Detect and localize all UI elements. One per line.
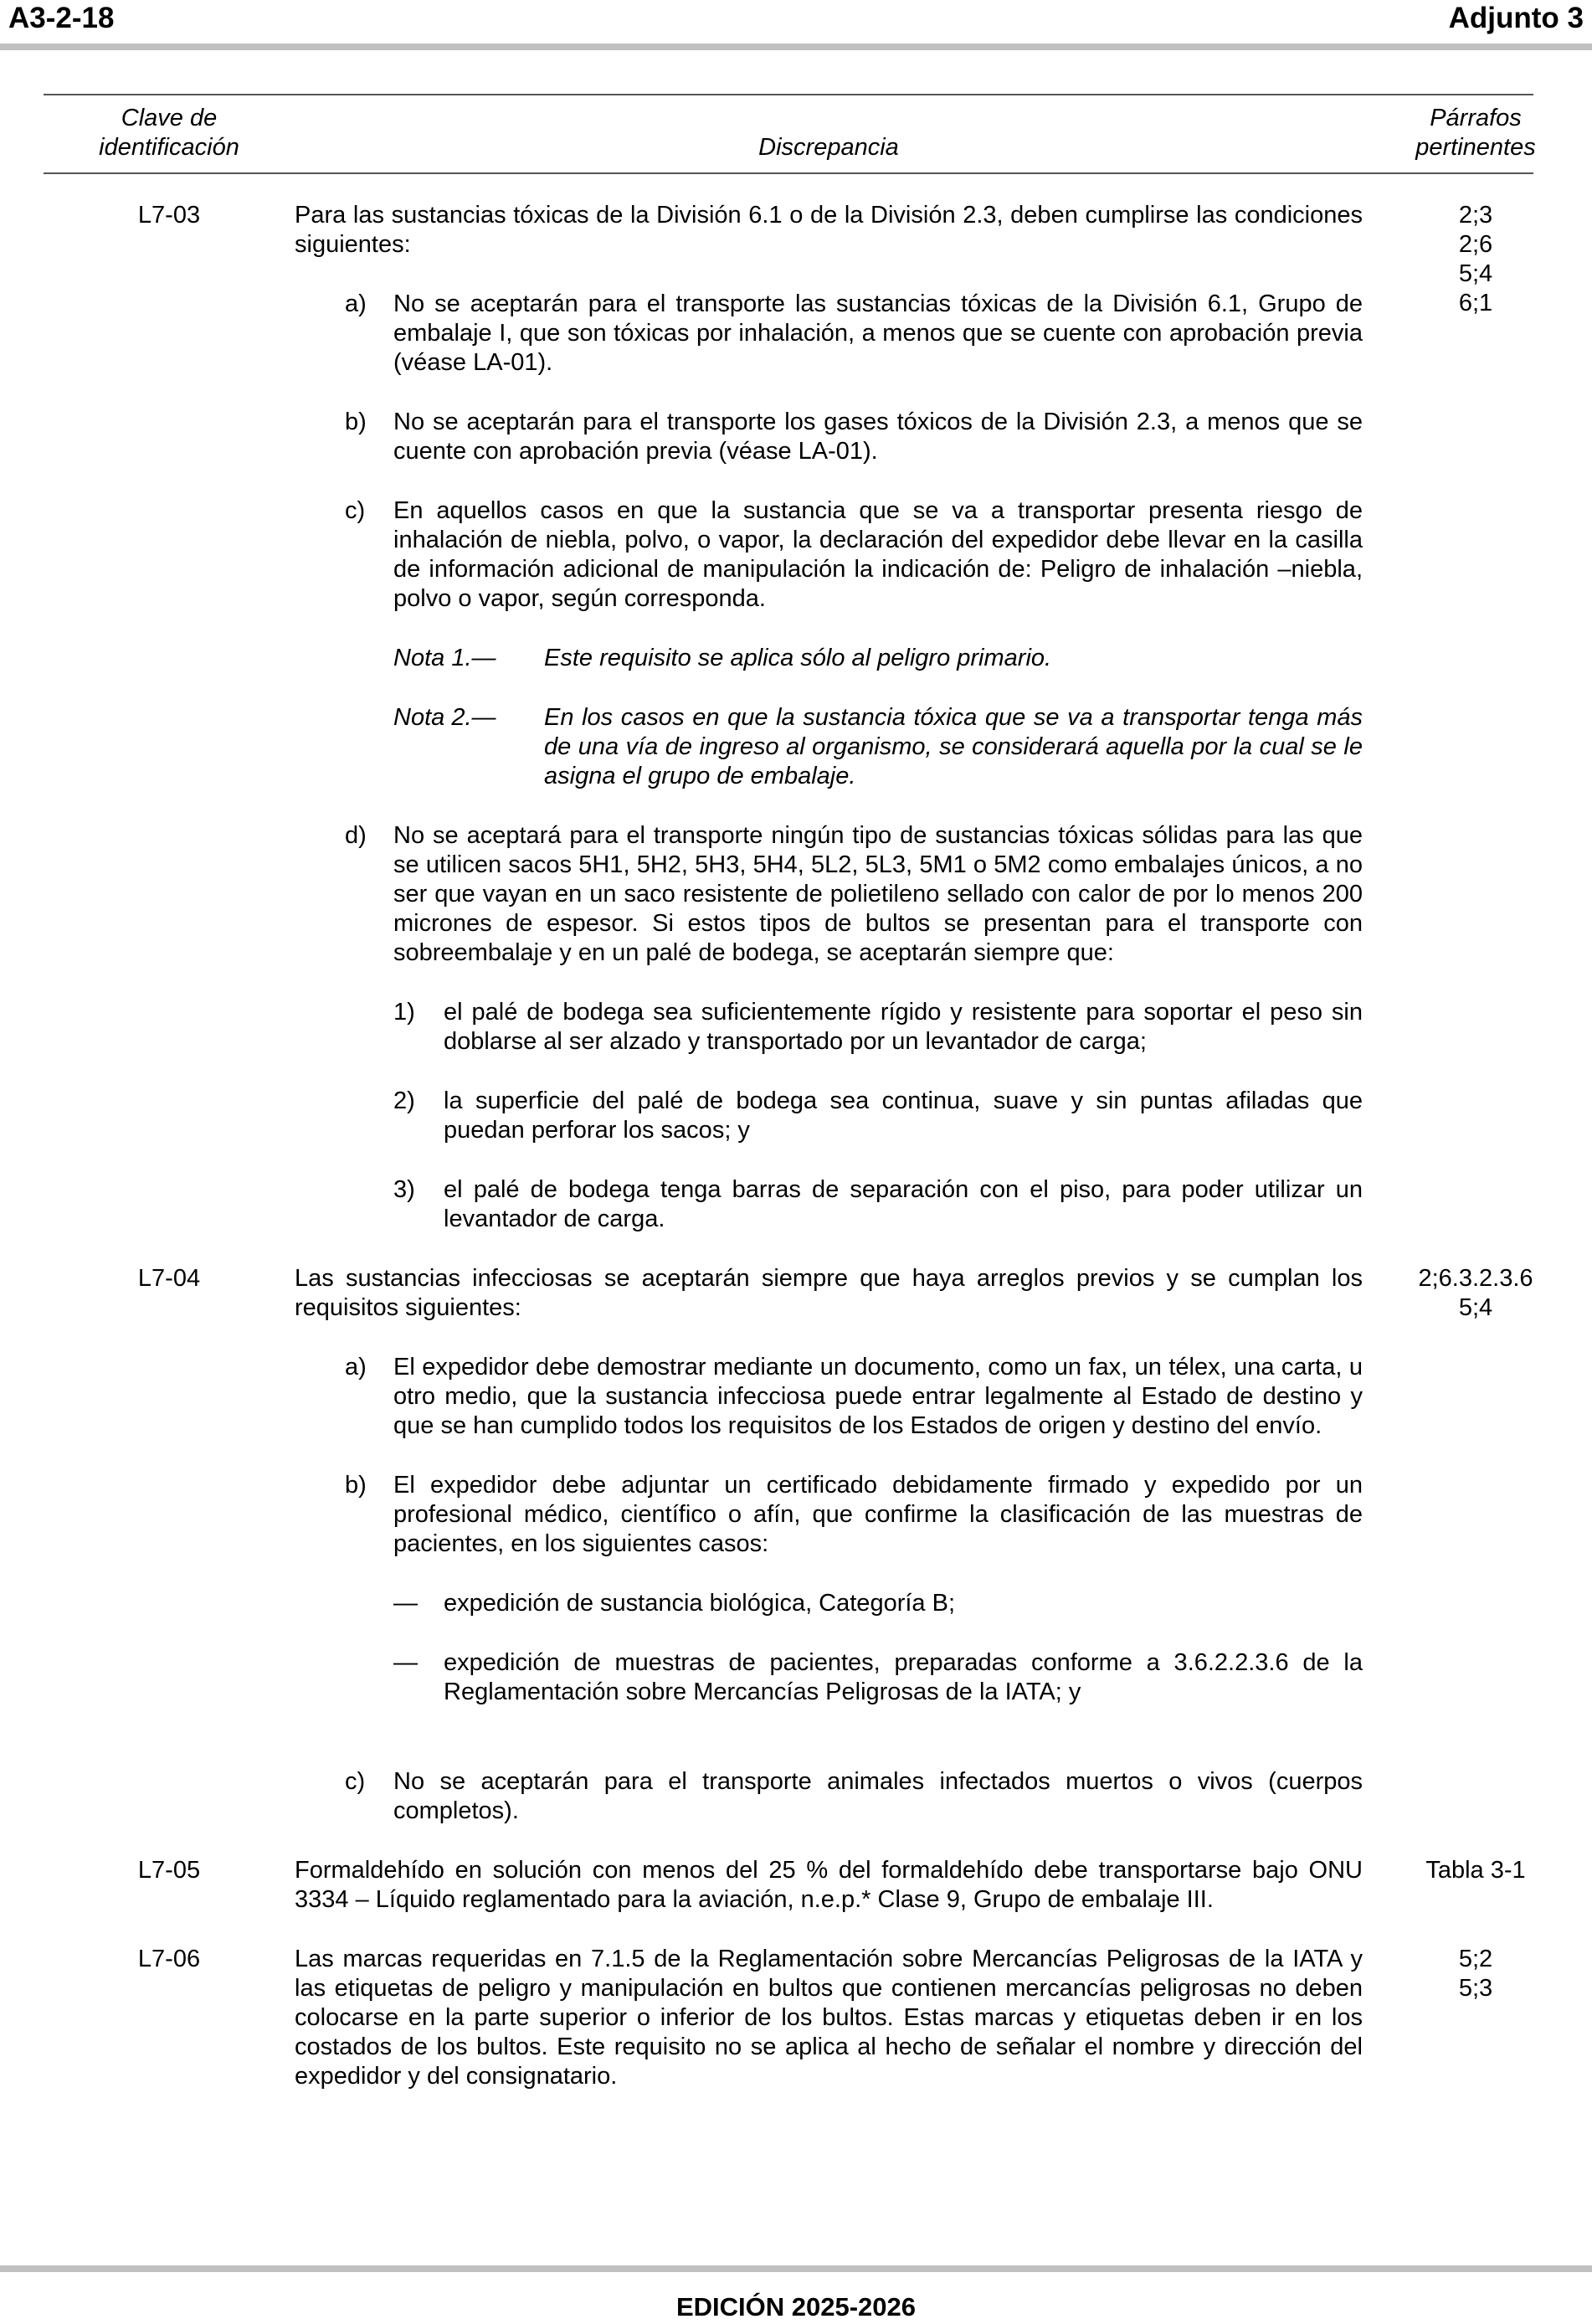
entry-intro: Formaldehído en solución con menos del 25 % del formaldehído debe transportarse bajo ONU 3334 – Líquido reglamentado para la aviación, n.e.p.* Clase 9, Grupo de embalaje III. [295,1857,1363,1913]
entry-intro: Las marcas requeridas en 7.1.5 de la Reglamentación sobre Mercancías Peligrosas de la IATA y las etiquetas de peligro y manipulación en bultos que contienen mercancías peligrosas no deben colocarse en la parte superior o inferior de los bultos. Estas marcas y etiquetas deben ir en los costados de los bultos. Este requisito no se aplica al hecho de señalar el nombre y dirección del expedidor y del consignatario. [295,1946,1363,2090]
entry-text [295,1264,1363,1826]
dash-item: — expedición de muestras de pacientes, preparadas conforme a 3.6.2.2.3.6 de la Reglamentación sobre Mercancías Peligrosas de la IATA; y [393,1649,1363,1705]
list-item: c) No se aceptarán para el transporte animales infectados muertos o vivos (cuerpos completos). [345,1768,1363,1824]
entry-text [295,201,1363,1234]
entry-paragraphs: Tabla 3-1 [1425,1857,1526,1884]
list-item: b) No se aceptarán para el transporte los gases tóxicos de la División 2.3, a menos que se cuente con aprobación previa (véase LA-01). [345,409,1363,465]
entry-paragraphs: 2;6.3.2.3.6 5;4 [1418,1265,1533,1321]
dash-item: — expedición de sustancia biológica, Categoría B; [393,1590,955,1617]
entry-text [295,1856,1363,1915]
list-item: d) No se aceptará para el transporte ningún tipo de sustancias tóxicas sólidas para las que se utilicen sacos 5H1, 5H2, 5H3, 5H4, 5L2, 5L3, 5M1 o 5M2 como embalajes únicos, a no ser que vayan en un saco resistente de polietileno sellado con calor de por lo menos 200 micrones de espesor. Si estos tipos de bultos se presentan para el transporte con sobreembalaje y en un palé de bodega, se aceptarán siempre que: [345,822,1363,966]
table-row [0,1856,1592,1915]
edition-footer: EDICIÓN 2025-2026 [675,2292,917,2321]
entry-paragraphs: 5;2 5;3 [1458,1946,1493,2002]
table-header-rule [44,172,1533,174]
table-row [0,201,1592,1234]
sub-item: 2) la superficie del palé de bodega sea continua, suave y sin puntas afiladas que puedan perforar los sacos; y [393,1087,1363,1144]
entry-code: L7-06 [137,1946,201,1972]
page-number: A3-2-18 [8,2,115,34]
entry-intro: Las sustancias infecciosas se aceptarán siempre que haya arreglos previos y se cumplan los requisitos siguientes: [295,1265,1363,1321]
table-row [0,1264,1592,1826]
table-body [0,201,1592,2091]
footer-rule [0,2265,1592,2272]
list-item: c) En aquellos casos en que la sustancia que se va a transportar presenta riesgo de inhalación de niebla, polvo, o vapor, la declaración del expedidor debe llevar en la casilla de información adicional de manipulación la indicación de: Peligro de inhalación –niebla, polvo o vapor, según corresponda. [345,497,1363,612]
column-header-id: Clave de identificación [99,105,239,161]
entry-code: L7-04 [137,1265,201,1292]
sub-item: 3) el palé de bodega tenga barras de separación con el piso, para poder utilizar un levantador de carga. [393,1176,1363,1232]
column-header-discrepancy: Discrepancia [758,134,899,161]
entry-intro: Para las sustancias tóxicas de la División 6.1 o de la División 2.3, deben cumplirse las condiciones siguientes: [295,202,1363,258]
column-header-paragraphs: Párrafos pertinentes [1415,105,1536,161]
list-item: b) El expedidor debe adjuntar un certificado debidamente firmado y expedido por un profesional médico, científico o afín, que confirme la clasificación de las muestras de pacientes, en los siguientes casos: [345,1472,1363,1557]
note: Nota 2.— En los casos en que la sustancia tóxica que se va a transportar tenga más de una vía de ingreso al organismo, se considerará aquella por la cual se le asigna el grupo de embalaje. [393,704,1363,789]
list-item: a) El expedidor debe demostrar mediante un documento, como un fax, un télex, una carta, u otro medio, que la sustancia infecciosa puede entrar legalmente al Estado de destino y que se han cumplido todos los requisitos de los Estados de origen y destino del envío. [345,1354,1363,1439]
entry-paragraphs: 2;3 2;6 5;4 6;1 [1458,202,1493,316]
header-rule [0,44,1592,50]
sub-item: 1) el palé de bodega sea suficientemente rígido y resistente para soportar el peso sin doblarse al ser alzado y transportado por un levantador de carga; [393,999,1363,1055]
note: Nota 1.— Este requisito se aplica sólo al peligro primario. [393,645,1052,671]
entry-code: L7-03 [137,202,201,229]
attachment-label: Adjunto 3 [1448,2,1584,34]
list-item: a) No se aceptarán para el transporte las sustancias tóxicas de la División 6.1, Grupo de embalaje I, que son tóxicas por inhalación, a menos que se cuente con aprobación previa (véase LA-01). [345,290,1363,376]
table-header [0,94,1592,171]
table-row [0,1945,1592,2091]
entry-text [295,1945,1363,2091]
entry-code: L7-05 [137,1857,201,1884]
